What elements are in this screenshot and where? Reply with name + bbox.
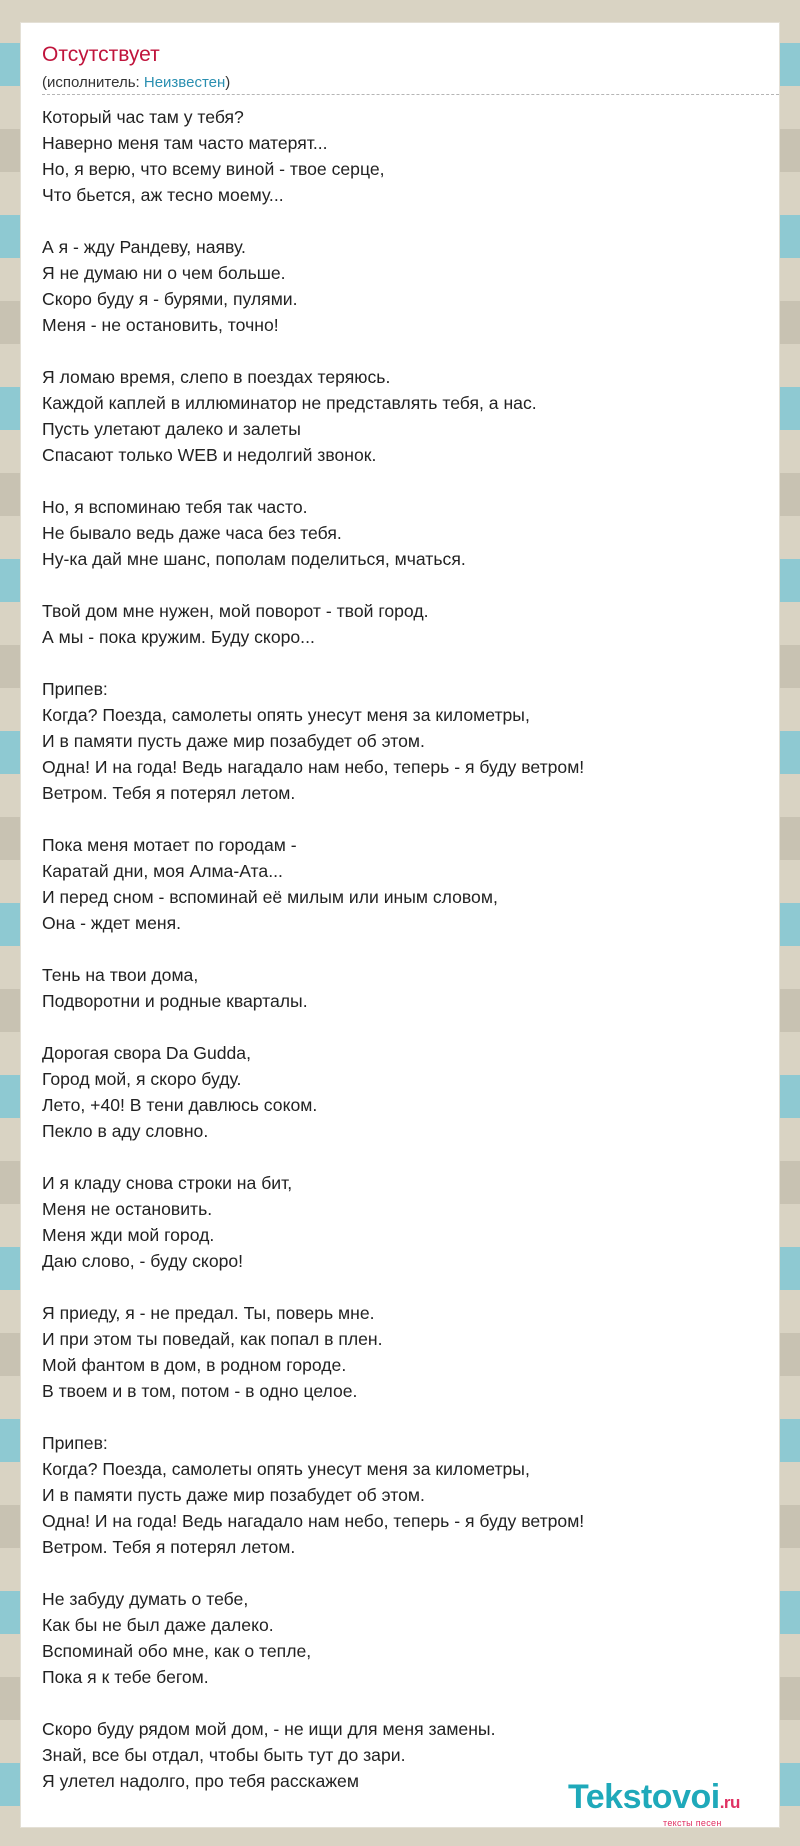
artist-line — [42, 74, 230, 91]
lyric-line: Твой дом мне нужен, мой поворот - твой город. — [42, 601, 429, 621]
lyrics-stanza — [42, 598, 779, 650]
lyric-line: Пекло в аду словно. — [42, 1121, 209, 1141]
lyric-line: Но, я верю, что всему виной - твое серце, — [42, 159, 385, 179]
lyric-line: И в памяти пусть даже мир позабудет об этом. — [42, 731, 425, 751]
lyrics-stanza — [42, 1040, 779, 1144]
lyric-line: Припев: — [42, 1433, 108, 1453]
lyric-line: Дорогая свора Da Gudda, — [42, 1043, 251, 1063]
lyrics-stanza — [42, 1300, 779, 1404]
lyric-line: Не бывало ведь даже часа без тебя. — [42, 523, 342, 543]
lyric-line: Припев: — [42, 679, 108, 699]
lyric-line: Город мой, я скоро буду. — [42, 1069, 242, 1089]
lyrics-stanza — [42, 1170, 779, 1274]
lyrics-stanza — [42, 494, 779, 572]
artist-link[interactable]: Неизвестен — [143, 74, 226, 91]
lyrics-stanza — [42, 1430, 779, 1560]
lyric-line: И я кладу снова строки на бит, — [42, 1173, 293, 1193]
lyric-line: Лето, +40! В тени давлюсь соком. — [42, 1095, 318, 1115]
lyric-line: Подворотни и родные кварталы. — [42, 991, 308, 1011]
lyrics-stanza — [42, 364, 779, 468]
lyric-line: Пока меня мотает по городам - — [42, 835, 297, 855]
lyric-line: Что бьется, аж тесно моему... — [42, 185, 284, 205]
lyric-line: Каждой каплей в иллюминатор не представлять тебя, а нас. — [42, 393, 537, 413]
lyric-line: Одна! И на года! Ведь нагадало нам небо, теперь - я буду ветром! — [42, 757, 585, 777]
lyric-line: Скоро буду рядом мой дом, - не ищи для меня замены. — [42, 1719, 496, 1739]
lyric-line: Скоро буду я - бурями, пулями. — [42, 289, 298, 309]
artist-suffix: ) — [225, 74, 231, 91]
lyric-line: Знай, все бы отдал, чтобы быть тут до зари. — [42, 1745, 406, 1765]
lyric-line: Я не думаю ни о чем больше. — [42, 263, 286, 283]
lyric-line: Пусть улетают далеко и залеты — [42, 419, 301, 439]
lyric-line: Я приеду, я - не предал. Ты, поверь мне. — [42, 1303, 375, 1323]
lyric-line: Вспоминай обо мне, как о тепле, — [42, 1641, 312, 1661]
lyric-line: Меня жди мой город. — [42, 1225, 215, 1245]
title-divider — [42, 94, 779, 95]
lyric-line: Не забуду думать о тебе, — [42, 1589, 249, 1609]
lyric-line: Пока я к тебе бегом. — [42, 1667, 209, 1687]
lyrics-stanza — [42, 234, 779, 338]
lyric-line: Меня - не остановить, точно! — [42, 315, 279, 335]
lyric-line: Когда? Поезда, самолеты опять унесут меня за километры, — [42, 705, 530, 725]
site-logo[interactable] — [548, 1760, 768, 1828]
lyric-line: Мой фантом в дом, в родном городе. — [42, 1355, 347, 1375]
logo-domain: .ru — [719, 1793, 740, 1812]
lyric-line: Который час там у тебя? — [42, 107, 244, 127]
lyric-line: Когда? Поезда, самолеты опять унесут меня за километры, — [42, 1459, 530, 1479]
lyrics-text — [42, 104, 779, 1820]
lyric-line: Наверно меня там часто матерят... — [42, 133, 328, 153]
lyric-line: Спасают только WEB и недолгий звонок. — [42, 445, 377, 465]
lyrics-stanza — [42, 962, 779, 1014]
lyric-line: Тень на твои дома, — [42, 965, 199, 985]
song-title: Отсутствует — [42, 43, 160, 66]
lyric-line: И в памяти пусть даже мир позабудет об этом. — [42, 1485, 425, 1505]
lyrics-stanza — [42, 104, 779, 208]
lyric-line: А мы - пока кружим. Буду скоро... — [42, 627, 315, 647]
artist-prefix: (исполнитель: — [42, 74, 144, 91]
lyric-line: Я улетел надолго, про тебя расскажем — [42, 1771, 359, 1791]
lyric-line: А я - жду Рандеву, наяву. — [42, 237, 246, 257]
logo-name: Tekstovoi — [568, 1778, 720, 1816]
lyric-line: Как бы не был даже далеко. — [42, 1615, 274, 1635]
lyric-line: Ну-ка дай мне шанс, пополам поделиться, мчаться. — [42, 549, 466, 569]
logo-wordmark — [568, 1778, 740, 1817]
lyrics-stanza — [42, 676, 779, 806]
lyric-line: И при этом ты поведай, как попал в плен. — [42, 1329, 383, 1349]
lyric-line: Но, я вспоминаю тебя так часто. — [42, 497, 308, 517]
lyric-line: Даю слово, - буду скоро! — [42, 1251, 244, 1271]
lyric-line: Она - ждет меня. — [42, 913, 182, 933]
logo-tagline: тексты песен — [663, 1818, 722, 1828]
lyric-line: Я ломаю время, слепо в поездах теряюсь. — [42, 367, 391, 387]
lyric-line: Ветром. Тебя я потерял летом. — [42, 1537, 296, 1557]
lyrics-stanza — [42, 832, 779, 936]
lyric-line: В твоем и в том, потом - в одно целое. — [42, 1381, 358, 1401]
lyrics-stanza — [42, 1586, 779, 1690]
lyric-line: Каратай дни, моя Алма-Ата... — [42, 861, 283, 881]
lyrics-card — [20, 22, 780, 1828]
lyric-line: Меня не остановить. — [42, 1199, 213, 1219]
lyric-line: Ветром. Тебя я потерял летом. — [42, 783, 296, 803]
lyric-line: И перед сном - вспоминай её милым или иным словом, — [42, 887, 498, 907]
lyric-line: Одна! И на года! Ведь нагадало нам небо, теперь - я буду ветром! — [42, 1511, 585, 1531]
